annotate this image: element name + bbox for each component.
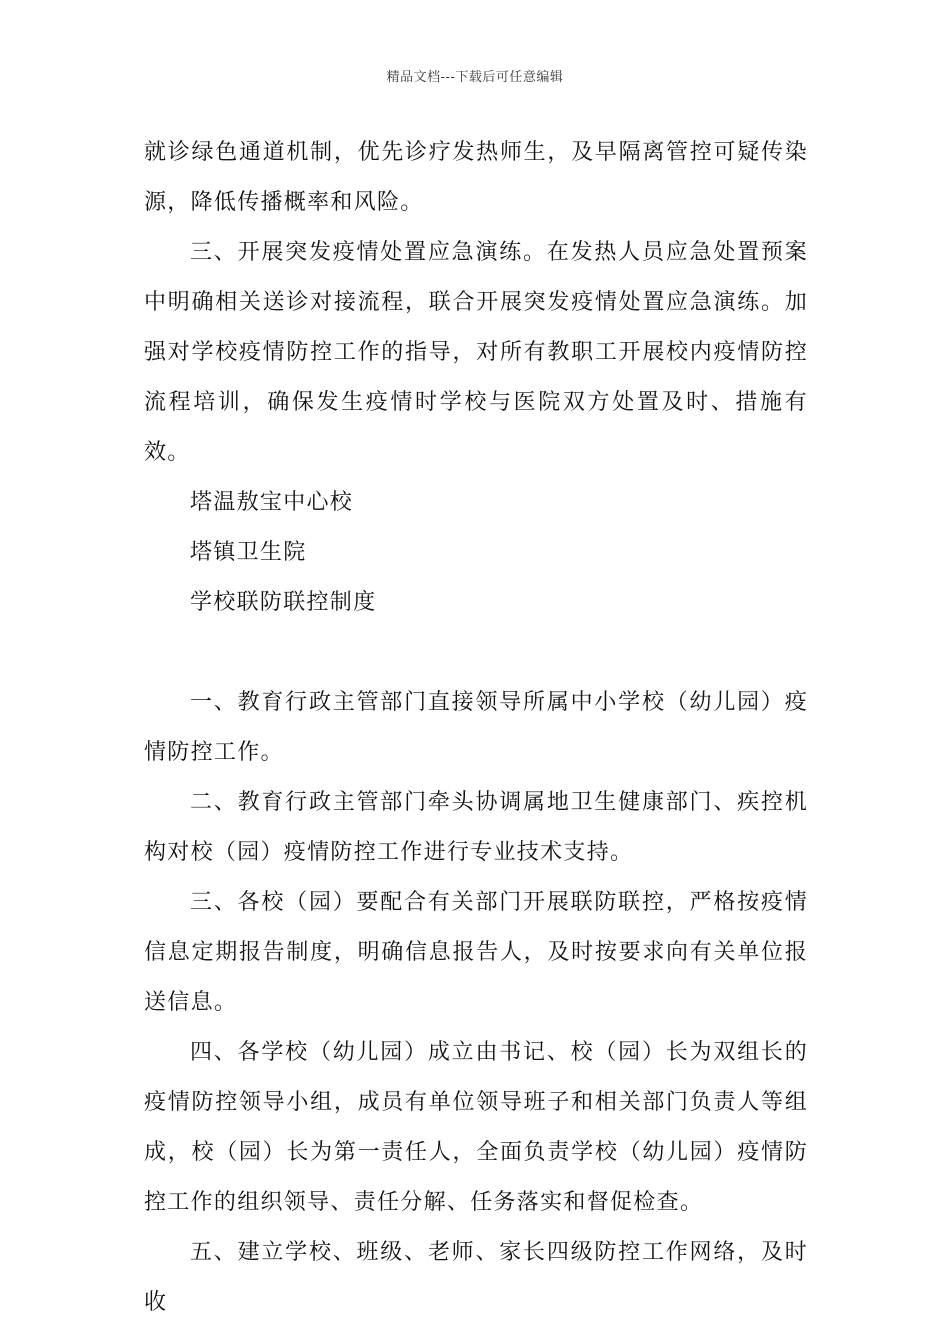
blank-line (144, 628, 808, 678)
paragraph-item-4: 四、各学校（幼儿园）成立由书记、校（园）长为双组长的疫情防控领导小组，成员有单位领导班子和相关部门负责人等组成，校（园）长为第一责任人，全面负责学校（幼儿园）疫情防控工作的组织领导、责任分解、任务落实和督促检查。 (144, 1040, 808, 1215)
page-header: 精品文档---下载后可任意编辑 (386, 70, 564, 85)
paragraph-item-5: 五、建立学校、班级、老师、家长四级防控工作网络，及时收 (144, 1240, 808, 1315)
signature-school: 塔温敖宝中心校 (190, 490, 354, 515)
paragraph-section-3-drill: 三、开展突发疫情处置应急演练。在发热人员应急处置预案中明确相关送诊对接流程，联合开展突发疫情处置应急演练。加强对学校疫情防控工作的指导，对所有教职工开展校内疫情防控流程培训，确保发生疫情时学校与医院双方处置及时、措施有效。 (144, 240, 808, 465)
document-body (144, 128, 808, 1328)
signature-hospital: 塔镇卫生院 (190, 540, 307, 565)
paragraph-item-2: 二、教育行政主管部门牵头协调属地卫生健康部门、疾控机构对校（园）疫情防控工作进行专业技术支持。 (144, 790, 808, 865)
paragraph-item-3: 三、各校（园）要配合有关部门开展联防联控，严格按疫情信息定期报告制度，明确信息报告人，及时按要求向有关单位报送信息。 (144, 890, 808, 1015)
paragraph-continuation: 就诊绿色通道机制，优先诊疗发热师生，及早隔离管控可疑传染源，降低传播概率和风险。 (144, 140, 808, 215)
section-title: 学校联防联控制度 (190, 590, 377, 615)
paragraph-item-1: 一、教育行政主管部门直接领导所属中小学校（幼儿园）疫情防控工作。 (144, 690, 808, 765)
